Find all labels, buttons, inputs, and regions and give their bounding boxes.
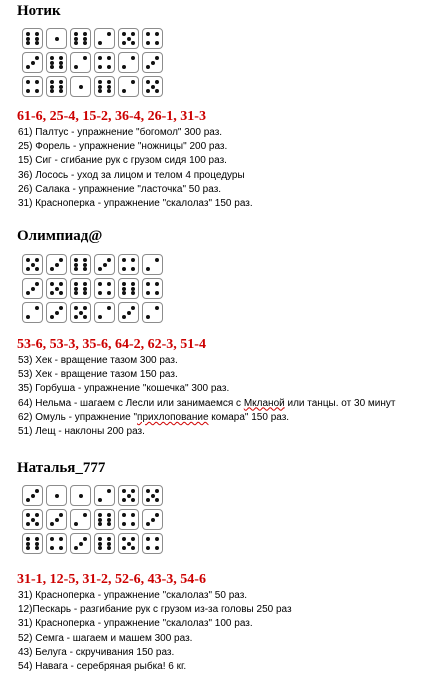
pip — [31, 263, 35, 267]
pip — [35, 56, 39, 60]
pip — [35, 267, 39, 271]
pip — [155, 537, 159, 541]
pip — [107, 80, 111, 84]
list-item: 51) Лещ - наклоны 200 раз. — [18, 426, 145, 438]
pip — [131, 282, 135, 286]
list-item: 26) Салака - упражнение "ласточка" 50 раз. — [18, 183, 222, 195]
pip — [26, 291, 30, 295]
pip — [74, 282, 78, 286]
pip — [26, 498, 30, 502]
pip — [151, 518, 155, 522]
pip — [50, 522, 54, 526]
exercise-list — [18, 354, 395, 439]
pip — [155, 258, 159, 262]
pip — [122, 291, 126, 295]
pip — [155, 306, 159, 310]
die-6 — [70, 254, 91, 275]
pip — [122, 522, 126, 526]
pip — [55, 263, 59, 267]
pip — [146, 282, 150, 286]
pip — [107, 32, 111, 36]
dice-row — [22, 278, 163, 299]
die-2 — [142, 302, 163, 323]
exercise-list — [18, 589, 292, 674]
list-item: 12)Пескарь - разгибание рук с грузом из-за головы 250 раз — [18, 604, 292, 616]
pip — [151, 494, 155, 498]
pip — [31, 518, 35, 522]
pip — [59, 546, 63, 550]
die-3 — [22, 278, 43, 299]
pip — [98, 80, 102, 84]
die-1 — [70, 76, 91, 97]
pip — [59, 65, 63, 69]
pip — [83, 267, 87, 271]
pip — [98, 267, 102, 271]
pip — [35, 258, 39, 262]
pip — [122, 282, 126, 286]
die-5 — [22, 509, 43, 530]
pip — [122, 489, 126, 493]
die-2 — [22, 302, 43, 323]
pip — [35, 37, 39, 41]
pip — [98, 542, 102, 546]
pip — [26, 513, 30, 517]
pip — [35, 41, 39, 45]
pip — [74, 546, 78, 550]
pip — [74, 41, 78, 45]
list-item: 62) Омуль - упражнение "прихлопование комара" 150 раз. — [18, 411, 290, 423]
die-6 — [94, 76, 115, 97]
pip — [83, 263, 87, 267]
die-6 — [70, 278, 91, 299]
pip — [50, 291, 54, 295]
die-1 — [70, 485, 91, 506]
pip — [79, 542, 83, 546]
pip — [26, 41, 30, 45]
list-item: 35) Горбуша - упражнение "кошечка" 300 раз. — [18, 383, 230, 395]
list-item: 31) Красноперка - упражнение "скалолаз" 150 раз. — [18, 198, 253, 210]
die-4 — [142, 28, 163, 49]
die-6 — [118, 278, 139, 299]
pip — [146, 546, 150, 550]
pip — [146, 537, 150, 541]
pip — [122, 89, 126, 93]
pip — [35, 513, 39, 517]
pip — [79, 494, 83, 498]
pip — [74, 267, 78, 271]
pip — [35, 542, 39, 546]
pip — [35, 546, 39, 550]
die-3 — [46, 254, 67, 275]
dice-grid — [22, 254, 163, 326]
pip — [26, 258, 30, 262]
pip — [83, 56, 87, 60]
pip — [127, 311, 131, 315]
exercise-list — [18, 126, 253, 211]
pip — [26, 37, 30, 41]
dice-grid — [22, 485, 163, 557]
pip — [146, 315, 150, 319]
pip — [107, 489, 111, 493]
pip — [146, 65, 150, 69]
die-5 — [70, 302, 91, 323]
pip — [122, 258, 126, 262]
die-4 — [46, 533, 67, 554]
dice-row — [22, 302, 163, 323]
pip — [155, 56, 159, 60]
list-item: 15) Сиг - сгибание рук с грузом сидя 100 раз. — [18, 155, 227, 167]
pip — [107, 85, 111, 89]
dice-row — [22, 509, 163, 530]
pip — [131, 32, 135, 36]
die-4 — [142, 533, 163, 554]
pip — [83, 315, 87, 319]
pip — [103, 263, 107, 267]
pip — [122, 546, 126, 550]
die-4 — [94, 278, 115, 299]
die-4 — [118, 509, 139, 530]
pip — [107, 258, 111, 262]
pip — [26, 80, 30, 84]
pip — [35, 89, 39, 93]
pip — [31, 61, 35, 65]
pip — [131, 513, 135, 517]
pip — [83, 282, 87, 286]
die-2 — [118, 52, 139, 73]
pip — [59, 282, 63, 286]
die-3 — [22, 485, 43, 506]
pip — [59, 85, 63, 89]
pip — [122, 513, 126, 517]
dice-row — [22, 254, 163, 275]
pip — [35, 282, 39, 286]
pip — [98, 89, 102, 93]
pip — [107, 522, 111, 526]
spellcheck-underline: Мкланой — [243, 397, 285, 409]
dice-row — [22, 533, 163, 554]
pip — [127, 37, 131, 41]
die-3 — [94, 254, 115, 275]
dice-row — [22, 485, 163, 506]
pip — [26, 542, 30, 546]
pip — [107, 537, 111, 541]
pip — [155, 498, 159, 502]
die-3 — [118, 302, 139, 323]
pip — [98, 282, 102, 286]
pip — [55, 287, 59, 291]
pip — [122, 315, 126, 319]
pip — [131, 291, 135, 295]
pip — [83, 291, 87, 295]
pip — [83, 537, 87, 541]
pip — [55, 311, 59, 315]
pip — [98, 537, 102, 541]
pip — [35, 306, 39, 310]
die-5 — [142, 76, 163, 97]
pip — [122, 32, 126, 36]
pip — [74, 32, 78, 36]
pip — [50, 80, 54, 84]
pip — [122, 41, 126, 45]
pip — [74, 37, 78, 41]
pip — [59, 513, 63, 517]
die-2 — [94, 485, 115, 506]
pip — [83, 306, 87, 310]
pip — [35, 32, 39, 36]
pip — [131, 258, 135, 262]
pip — [50, 267, 54, 271]
pip — [146, 522, 150, 526]
pip — [26, 32, 30, 36]
pip — [127, 494, 131, 498]
pip — [98, 65, 102, 69]
pip — [50, 56, 54, 60]
list-item: 25) Форель - упражнение "ножницы" 200 раз. — [18, 141, 228, 153]
pip — [31, 287, 35, 291]
list-item: 53) Хек - вращение тазом 300 раз. — [18, 355, 178, 366]
pip — [74, 65, 78, 69]
list-item: 53) Хек - вращение тазом 150 раз. — [18, 369, 178, 381]
pip — [98, 56, 102, 60]
pip — [26, 315, 30, 319]
pip — [107, 65, 111, 69]
pip — [55, 518, 59, 522]
die-5 — [118, 533, 139, 554]
pip — [146, 89, 150, 93]
pip — [74, 287, 78, 291]
pip — [50, 85, 54, 89]
pip — [83, 287, 87, 291]
pip — [122, 65, 126, 69]
die-6 — [70, 28, 91, 49]
pip — [122, 498, 126, 502]
pip — [79, 85, 83, 89]
pip — [50, 89, 54, 93]
list-item: 61) Палтус - упражнение "богомол" 300 раз. — [18, 127, 223, 138]
pip — [131, 489, 135, 493]
pip — [59, 89, 63, 93]
die-6 — [94, 509, 115, 530]
die-4 — [142, 278, 163, 299]
die-2 — [70, 52, 91, 73]
pip — [122, 267, 126, 271]
pip — [155, 513, 159, 517]
die-6 — [22, 533, 43, 554]
pip — [155, 291, 159, 295]
pip — [83, 41, 87, 45]
dice-row — [22, 76, 163, 97]
pip — [31, 494, 35, 498]
pip — [74, 315, 78, 319]
pip — [98, 522, 102, 526]
pip — [98, 315, 102, 319]
list-item: 64) Нельма - шагаем с Лесли или занимаемся с Мкланой или танцы. от 30 минут — [18, 397, 396, 409]
die-2 — [142, 254, 163, 275]
list-item: 31) Красноперка - упражнение "скалолаз" 100 раз. — [18, 618, 253, 630]
pip — [131, 56, 135, 60]
pip — [107, 513, 111, 517]
pip — [59, 291, 63, 295]
pip — [59, 56, 63, 60]
pip — [74, 522, 78, 526]
die-2 — [94, 28, 115, 49]
pip — [50, 546, 54, 550]
pip — [83, 258, 87, 262]
pip — [59, 61, 63, 65]
roll-codes: 61-6, 25-4, 15-2, 36-4, 26-1, 31-3 — [17, 109, 206, 124]
pip — [122, 537, 126, 541]
die-5 — [46, 278, 67, 299]
list-item: 31) Красноперка - упражнение "скалолаз" 50 раз. — [18, 590, 248, 601]
pip — [59, 80, 63, 84]
pip — [155, 32, 159, 36]
pip — [98, 546, 102, 550]
pip — [50, 282, 54, 286]
die-3 — [22, 52, 43, 73]
pip — [155, 41, 159, 45]
pip — [107, 542, 111, 546]
section-title: Нотик — [17, 3, 61, 19]
pip — [98, 85, 102, 89]
pip — [131, 498, 135, 502]
pip — [50, 61, 54, 65]
die-5 — [142, 485, 163, 506]
pip — [98, 291, 102, 295]
dice-row — [22, 28, 163, 49]
pip — [146, 80, 150, 84]
pip — [155, 489, 159, 493]
die-3 — [46, 509, 67, 530]
die-3 — [46, 302, 67, 323]
pip — [26, 89, 30, 93]
pip — [55, 37, 59, 41]
pip — [26, 546, 30, 550]
pip — [131, 522, 135, 526]
pip — [26, 537, 30, 541]
die-5 — [118, 28, 139, 49]
die-1 — [46, 485, 67, 506]
pip — [131, 287, 135, 291]
die-6 — [22, 28, 43, 49]
die-5 — [22, 254, 43, 275]
die-2 — [94, 302, 115, 323]
pip — [155, 89, 159, 93]
pip — [35, 537, 39, 541]
dice-grid — [22, 28, 163, 100]
pip — [35, 489, 39, 493]
pip — [74, 263, 78, 267]
pip — [155, 282, 159, 286]
pip — [107, 546, 111, 550]
pip — [50, 65, 54, 69]
pip — [107, 291, 111, 295]
pip — [146, 41, 150, 45]
pip — [59, 537, 63, 541]
pip — [107, 89, 111, 93]
pip — [83, 37, 87, 41]
pip — [98, 41, 102, 45]
pip — [59, 306, 63, 310]
pip — [83, 32, 87, 36]
pip — [83, 513, 87, 517]
die-6 — [94, 533, 115, 554]
pip — [107, 56, 111, 60]
die-4 — [94, 52, 115, 73]
pip — [74, 306, 78, 310]
section-title: Олимпиад@ — [17, 228, 103, 244]
die-1 — [46, 28, 67, 49]
pip — [131, 41, 135, 45]
pip — [146, 489, 150, 493]
pip — [26, 522, 30, 526]
pip — [107, 306, 111, 310]
die-5 — [118, 485, 139, 506]
dice-row — [22, 52, 163, 73]
list-item: 36) Лосось - уход за лицом и телом 4 процедуры — [18, 169, 245, 181]
pip — [98, 513, 102, 517]
pip — [155, 546, 159, 550]
pip — [98, 498, 102, 502]
roll-codes: 31-1, 12-5, 31-2, 52-6, 43-3, 54-6 — [17, 572, 206, 587]
die-3 — [142, 509, 163, 530]
pip — [155, 80, 159, 84]
die-6 — [46, 52, 67, 73]
list-item: 52) Семга - шагаем и машем 300 раз. — [18, 632, 193, 644]
pip — [131, 537, 135, 541]
pip — [131, 80, 135, 84]
roll-codes: 53-6, 53-3, 35-6, 64-2, 62-3, 51-4 — [17, 337, 206, 352]
pip — [26, 267, 30, 271]
pip — [74, 291, 78, 295]
pip — [146, 498, 150, 502]
pip — [107, 282, 111, 286]
pip — [35, 522, 39, 526]
pip — [151, 61, 155, 65]
pip — [59, 258, 63, 262]
pip — [50, 537, 54, 541]
pip — [50, 315, 54, 319]
pip — [131, 267, 135, 271]
list-item: 54) Навага - серебряная рыбка! 6 кг. — [18, 661, 187, 673]
pip — [74, 258, 78, 262]
spellcheck-underline: прихлопование — [137, 411, 209, 423]
pip — [35, 80, 39, 84]
pip — [151, 85, 155, 89]
pip — [127, 542, 131, 546]
die-2 — [70, 509, 91, 530]
die-4 — [22, 76, 43, 97]
pip — [122, 287, 126, 291]
die-6 — [46, 76, 67, 97]
section-title: Наталья_777 — [17, 460, 106, 476]
pip — [55, 494, 59, 498]
die-4 — [118, 254, 139, 275]
pip — [146, 291, 150, 295]
pip — [26, 65, 30, 69]
pip — [131, 546, 135, 550]
pip — [79, 311, 83, 315]
pip — [131, 306, 135, 310]
pip — [107, 518, 111, 522]
pip — [98, 518, 102, 522]
pip — [146, 267, 150, 271]
die-3 — [70, 533, 91, 554]
pip — [146, 32, 150, 36]
list-item: 43) Белуга - скручивания 150 раз. — [18, 646, 175, 658]
die-3 — [142, 52, 163, 73]
die-2 — [118, 76, 139, 97]
